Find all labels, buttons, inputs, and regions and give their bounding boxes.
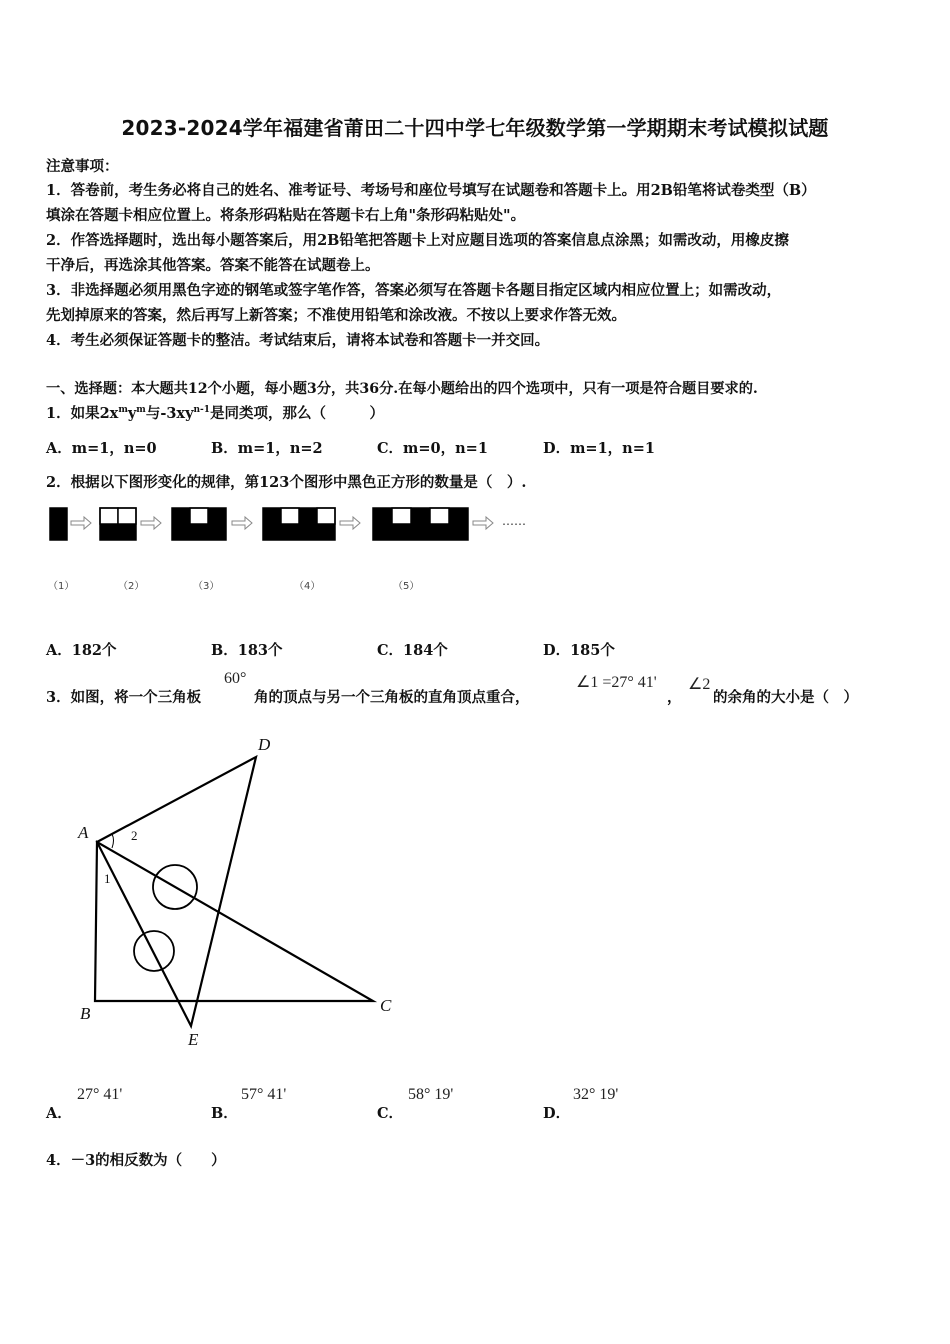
point-c-label: C: [380, 996, 392, 1015]
q1-option-a: A．m=1，n=0: [46, 440, 157, 457]
q3-option-b-value: 57° 41': [241, 1086, 287, 1103]
q1-option-c: C．m=0，n=1: [377, 440, 488, 457]
arrow-icon: [473, 517, 493, 529]
notice-line: 先划掉原来的答案，然后再写上新答案；不准使用铅笔和涂改液。不按以上要求作答无效。: [46, 307, 626, 324]
q1-option-d: D．m=1，n=1: [543, 440, 655, 457]
notice-line: 4．考生必须保证答题卡的整洁。考试结束后，请将本试卷和答题卡一并交回。: [46, 332, 550, 349]
pattern-figure-2: [100, 508, 136, 540]
fig-label: （4）: [294, 581, 321, 592]
page-title: 2023-2024学年福建省莆田二十四中学七年级数学第一学期期末考试模拟试题: [121, 116, 829, 140]
circle-lower: [134, 931, 174, 971]
notice-line: 2．作答选择题时，选出每小题答案后，用2B铅笔把答题卡上对应题目选项的答案信息点涂黑；如需改动，用橡皮擦: [46, 232, 789, 249]
arrow-icon: [71, 517, 91, 529]
q3-option-a-letter: A．: [46, 1105, 72, 1122]
question-3-comma: ，: [667, 689, 682, 706]
question-3-part3: 的余角的大小是（ ）: [713, 689, 858, 706]
point-a-label: A: [78, 823, 89, 842]
fig-label: （3）: [193, 581, 220, 592]
question-4: 4．－3的相反数为（ ）: [46, 1152, 226, 1169]
notice-line: 3．非选择题必须用黑色字迹的钢笔或签字笔作答，答案必须写在答题卡各题目指定区域内相应位置上；如需改动，: [46, 282, 782, 299]
point-b-label: B: [80, 1004, 91, 1023]
notice-line: 1．答卷前，考生务必将自己的姓名、准考证号、考场号和座位号填写在试题卷和答题卡上。用2B铅笔将试卷类型（B）: [46, 182, 816, 199]
fig-label: （1）: [48, 581, 75, 592]
angle-1-value: ∠1 =27° 41': [576, 674, 657, 691]
notice-line: 填涂在答题卡相应位置上。将条形码粘贴在答题卡右上角"条形码粘贴处"。: [46, 207, 526, 224]
question-2: 2．根据以下图形变化的规律，第123个图形中黑色正方形的数量是（ ）.: [46, 474, 527, 491]
angle-60: 60°: [224, 670, 247, 687]
q2-option-c: C．184个: [377, 642, 448, 659]
q3-option-c-value: 58° 19': [408, 1086, 454, 1103]
fig-label: （5）: [393, 581, 420, 592]
pattern-figure-3: [172, 508, 226, 540]
notice-heading: 注意事项：: [46, 158, 119, 175]
pattern-figure-5: [373, 508, 468, 540]
point-e-label: E: [188, 1030, 199, 1049]
q2-option-a: A．182个: [46, 642, 117, 659]
pattern-ellipsis: ……: [502, 514, 526, 528]
arrow-icon: [340, 517, 360, 529]
angle-2: ∠2: [688, 676, 711, 693]
angle-1-label: 1: [104, 871, 111, 886]
q1-option-b: B．m=1，n=2: [211, 440, 323, 457]
question-3-part1: 3．如图，将一个三角板: [46, 689, 202, 706]
triangle-figure: [0, 730, 420, 1070]
arrow-icon: [232, 517, 252, 529]
question-1: 1．如果$2x^my^m$与$-3xy^{n-1}$是同类项，那么（ ）: [46, 405, 385, 422]
notice-line: 干净后，再选涂其他答案。答案不能答在试题卷上。: [46, 257, 380, 274]
q2-option-d: D．185个: [543, 642, 615, 659]
q3-option-d-letter: D．: [543, 1105, 571, 1122]
section-heading: 一、选择题：本大题共12个小题，每小题3分，共36分.在每小题给出的四个选项中，只有一项是符合题目要求的.: [46, 381, 758, 397]
pattern-figure-1: [50, 508, 67, 540]
arrow-icon: [141, 517, 161, 529]
angle-2-label: 2: [131, 828, 138, 843]
question-3-part2: 角的顶点与另一个三角板的直角顶点重合，: [254, 689, 530, 706]
triangle-ade: [97, 757, 256, 1026]
angle-arc: [112, 834, 114, 848]
pattern-figure-4: [263, 508, 335, 540]
q3-option-d-value: 32° 19': [573, 1086, 619, 1103]
q2-option-b: B．183个: [211, 642, 283, 659]
fig-label: （2）: [118, 581, 145, 592]
q3-option-b-letter: B．: [211, 1105, 238, 1122]
q3-option-c-letter: C．: [377, 1105, 404, 1122]
q3-option-a-value: 27° 41': [77, 1086, 123, 1103]
point-d-label: D: [258, 735, 271, 754]
